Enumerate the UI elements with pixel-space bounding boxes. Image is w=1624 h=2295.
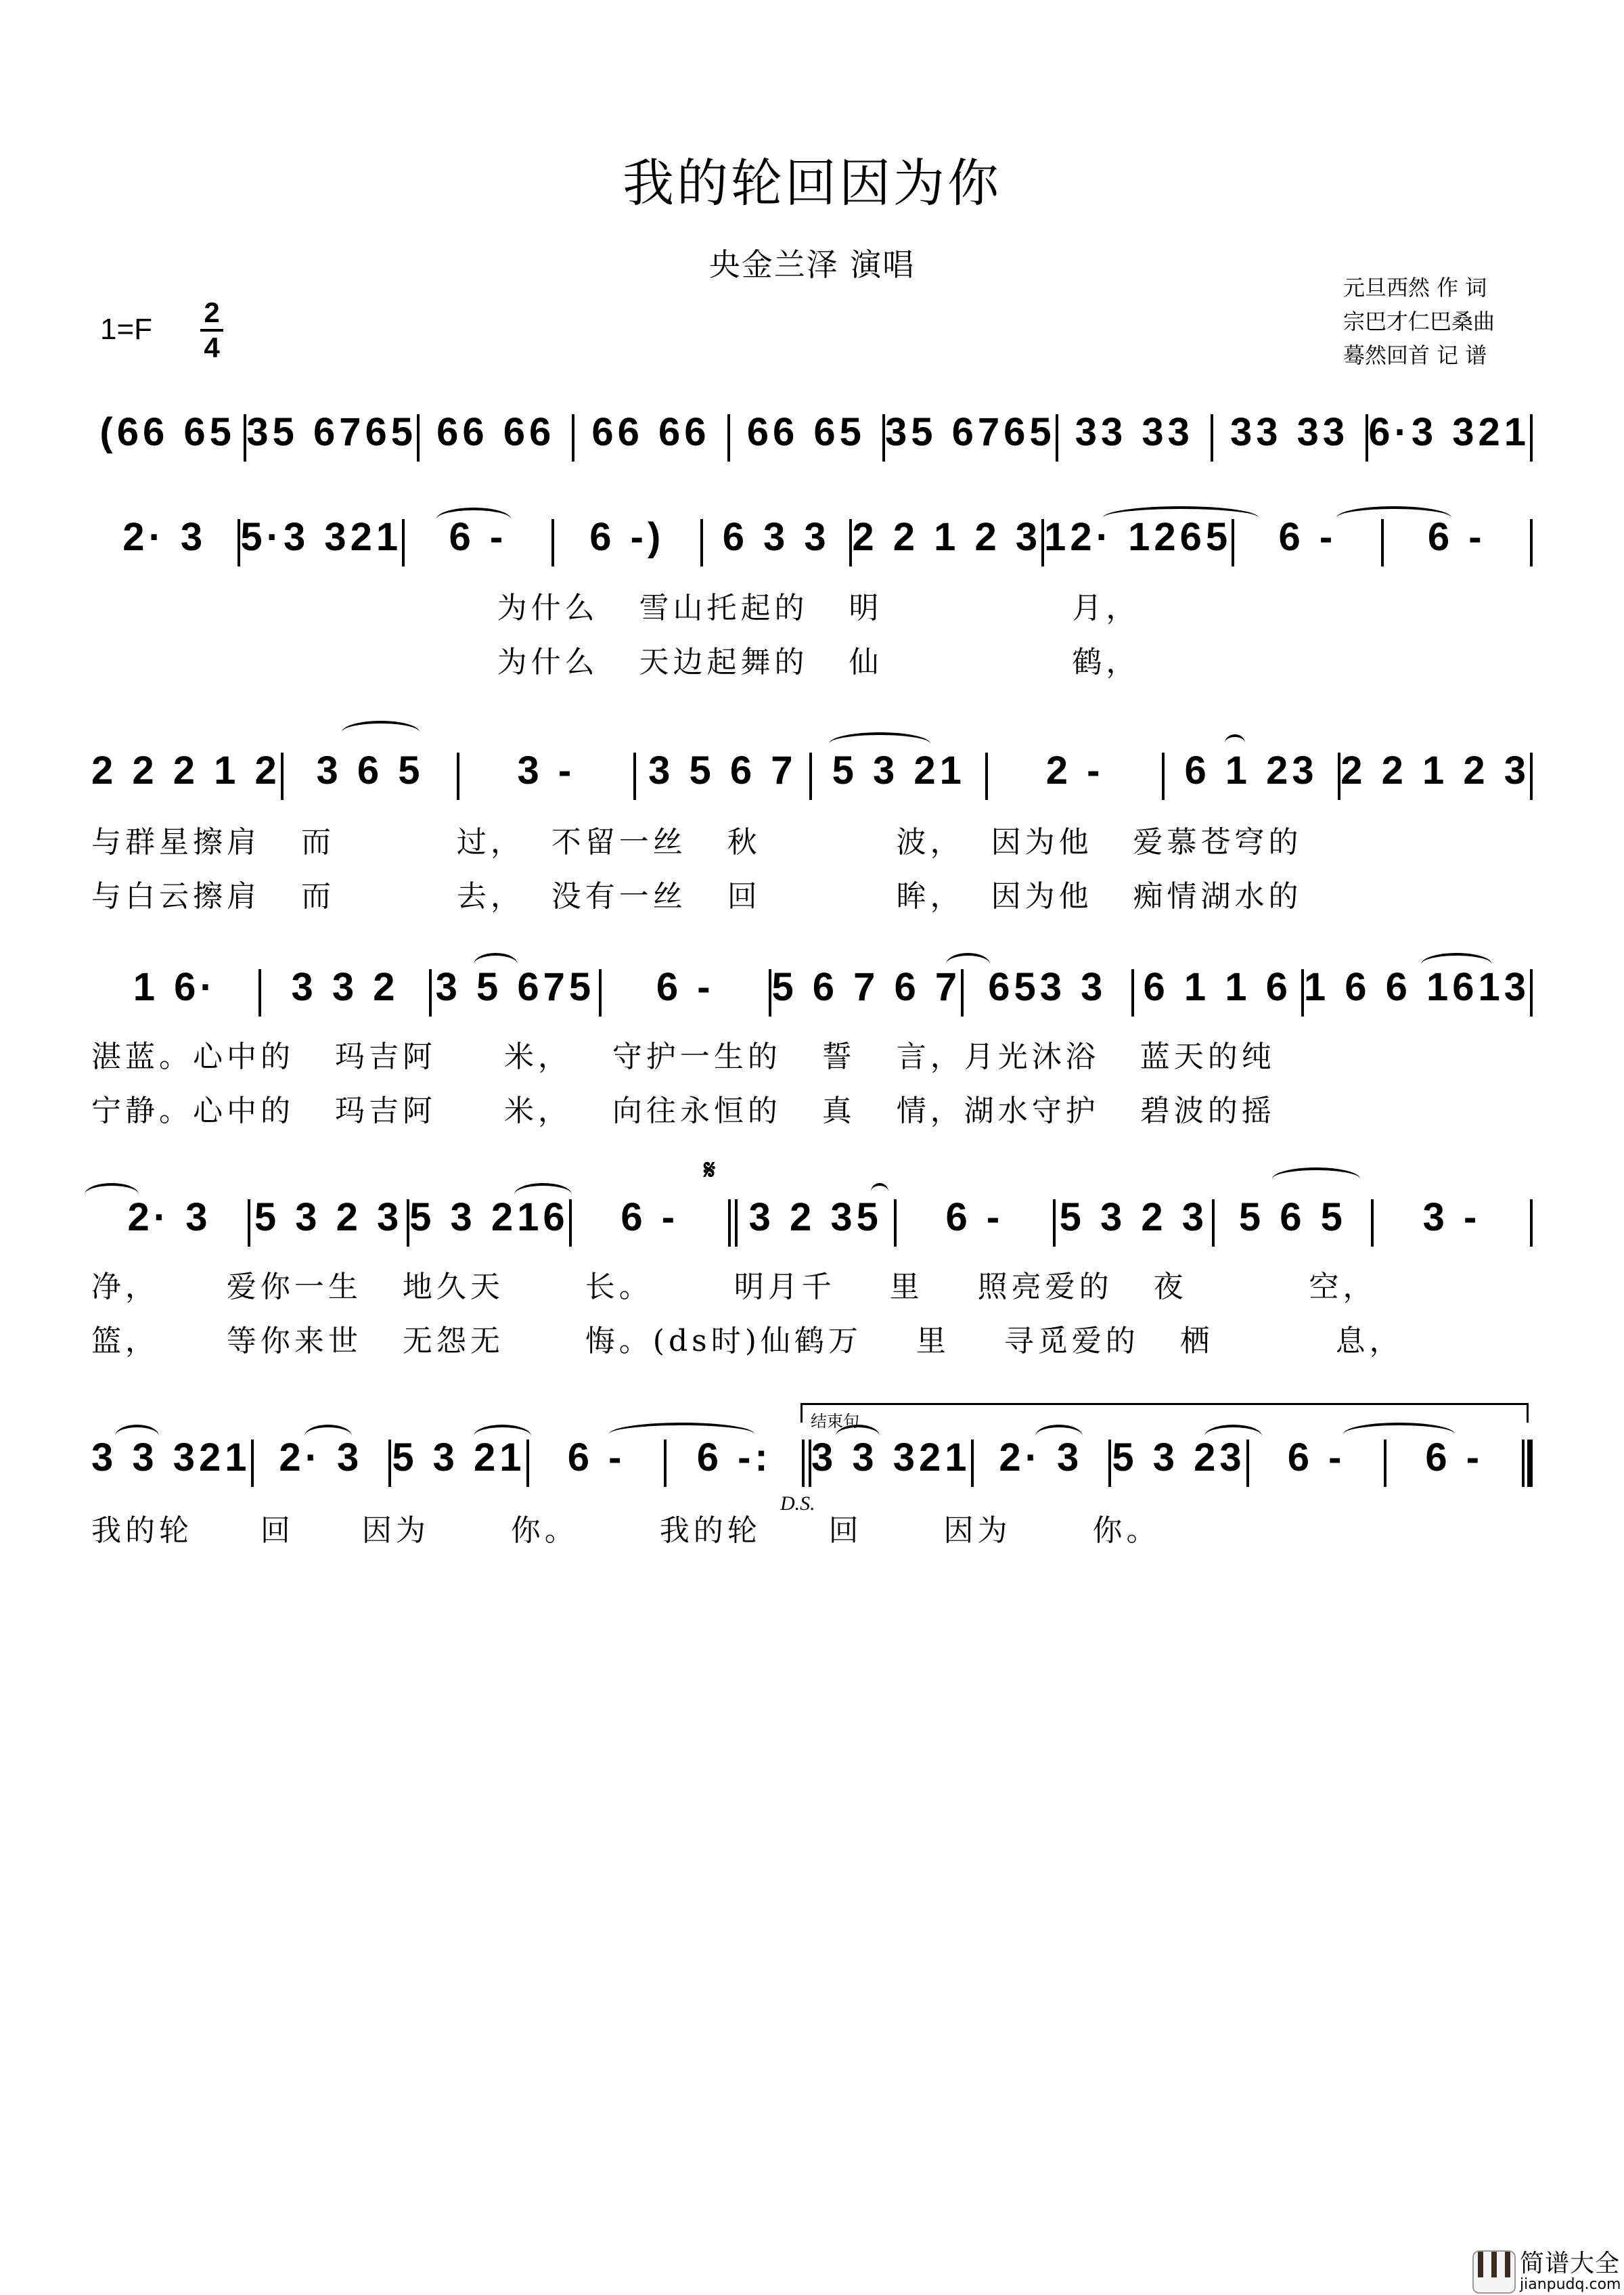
slur (1336, 506, 1451, 529)
slur (514, 1183, 572, 1206)
measure (91, 961, 258, 1019)
notes: 2 2 1 2 3 (852, 515, 1042, 559)
notes: 6 1 23 (1184, 749, 1318, 793)
notes: 33 33 (1075, 410, 1194, 454)
measure (771, 961, 961, 1019)
ending-bracket (800, 1403, 1529, 1431)
notes: 5 6 7 6 7 (771, 965, 962, 1009)
barline (1530, 753, 1533, 800)
lyrics-verse-1: 净， 爱你一生 地久天 长。 明月千 里 照亮爱的 夜 空， (91, 1270, 1377, 1304)
watermark-logo (1472, 2250, 1621, 2294)
lyricist-credit: 元旦西然 作 词 (1343, 275, 1487, 300)
measure (602, 961, 769, 1019)
notes: 3 5 6 7 (648, 749, 797, 793)
watermark-name: 简谱大全 (1520, 2250, 1621, 2277)
lyrics-verse-2: 篮， 等你来世 无怨无 悔。(ds时)仙鹤万 里 寻觅爱的 栖 息， (91, 1324, 1403, 1358)
measure (1213, 406, 1366, 464)
notes: 6 - (1287, 1435, 1346, 1479)
notes: 6 3 3 (722, 515, 830, 559)
measure (703, 511, 849, 569)
slur (836, 1425, 880, 1448)
measure (1304, 961, 1530, 1019)
notes: 33 33 (1230, 410, 1349, 454)
measure (730, 406, 882, 464)
notes: 66 65 (746, 410, 865, 454)
measure (240, 511, 402, 569)
notes: 66 66 (591, 410, 710, 454)
key-signature: 1=F (100, 313, 153, 346)
notes: 1 6 6 1613 (1303, 965, 1531, 1009)
double-barline (728, 1199, 738, 1247)
notes: 5 3 23 (1112, 1435, 1246, 1479)
slur (1272, 1167, 1360, 1190)
measure (1374, 1191, 1530, 1249)
notes: 2· 3 (999, 1435, 1083, 1479)
slur (1204, 1425, 1262, 1448)
dal-segno-marking: D.S. (780, 1492, 815, 1515)
repeat-barline (802, 1440, 811, 1487)
notes: 6 -: (696, 1435, 772, 1479)
notes: 3 2 35 (748, 1195, 882, 1239)
slur (1421, 953, 1492, 976)
slur (609, 1423, 754, 1446)
slur (474, 1425, 531, 1448)
lyrics-verse-1: 为什么 雪山托起的 明 月， (91, 591, 1140, 625)
notes: 6 -) (589, 515, 665, 559)
measure (574, 406, 727, 464)
slur (946, 953, 990, 976)
measure (572, 1191, 728, 1249)
notes: 2· 3 (122, 515, 207, 559)
notes: 5 3 21 (832, 749, 966, 793)
measure (1165, 744, 1338, 803)
measure (284, 744, 457, 803)
measure (250, 1191, 407, 1249)
notes: 6 - (449, 515, 508, 559)
measure (852, 511, 1041, 569)
notes: 6·3 321 (1368, 410, 1530, 454)
notes: 2· 3 (279, 1435, 363, 1479)
transcriber-credit: 蓦然回首 记 谱 (1343, 342, 1487, 368)
score-line-2 (91, 511, 1533, 569)
measure (1368, 406, 1530, 464)
notes: 2 - (1045, 749, 1104, 793)
notes: 66 66 (436, 410, 556, 454)
time-signature (200, 298, 223, 363)
barline (1530, 969, 1533, 1017)
measure (636, 744, 809, 803)
notes: 3 - (517, 749, 576, 793)
measure (1215, 1191, 1371, 1249)
slur (1225, 734, 1245, 752)
notes: 3 5 675 (435, 965, 595, 1009)
notes: 3 6 5 (316, 749, 424, 793)
measure (459, 744, 633, 803)
notes: 1 6· (133, 965, 217, 1009)
slur (85, 1183, 139, 1206)
notes: 6 - (1278, 515, 1337, 559)
measure (988, 744, 1161, 803)
composer-credit: 宗巴才仁巴桑曲 (1343, 309, 1495, 334)
measure (420, 406, 572, 464)
notes: 6 - (1427, 515, 1486, 559)
measure (91, 406, 244, 464)
notes: 6 - (945, 1195, 1004, 1239)
final-barline (1522, 1440, 1533, 1487)
measure (1134, 961, 1301, 1019)
lyrics-verse-2: 为什么 天边起舞的 仙 鹤， (91, 645, 1140, 679)
measure (1058, 406, 1211, 464)
lyrics-verse-1: 与群星擦肩 而 过， 不留一丝 秋 波， 因为他 爱慕苍穹的 (91, 825, 1303, 860)
slur (1103, 506, 1259, 529)
slur (1343, 1423, 1455, 1446)
piano-keys-icon (1472, 2250, 1516, 2294)
measure (1056, 1191, 1212, 1249)
notes: 2 2 2 1 2 (91, 749, 281, 793)
slur (436, 508, 511, 531)
notes: 5 3 216 (409, 1195, 569, 1239)
measure (91, 511, 238, 569)
lyrics-verse-1: 湛蓝。心中的 玛吉阿 米， 守护一生的 誓 言，月光沐浴 蓝天的纯 (91, 1040, 1276, 1074)
notes: 35 6765 (884, 410, 1056, 454)
notes: 6 - (656, 965, 715, 1009)
notes: 6 - (567, 1435, 626, 1479)
credits-block (1343, 271, 1495, 372)
watermark-url: jianpudq.com (1520, 2276, 1621, 2293)
singer-credit: 央金兰泽 演唱 (708, 246, 916, 283)
notes: 3 3 321 (91, 1435, 251, 1479)
notes: 12· 1265 (1044, 515, 1232, 559)
slur (304, 1425, 352, 1448)
slur (829, 732, 930, 755)
slur (342, 721, 420, 744)
notes: 3 - (1422, 1195, 1481, 1239)
measure (261, 961, 428, 1019)
measure (91, 744, 281, 803)
measure (1340, 744, 1530, 803)
notes: 6 - (1425, 1435, 1484, 1479)
notes: 3 3 321 (811, 1435, 971, 1479)
barline (1530, 1199, 1533, 1247)
slur (115, 1425, 159, 1448)
time-signature-top: 2 (204, 296, 220, 328)
notes: 3 3 2 (291, 965, 399, 1009)
lyrics-verse-1: 我的轮 回 因为 你。 我的轮 回 因为 你。 (91, 1513, 1160, 1548)
time-signature-bottom: 4 (204, 332, 220, 363)
song-title: 我的轮回因为你 (623, 153, 1001, 213)
barline (1530, 414, 1533, 462)
notes: 35 6765 (246, 410, 417, 454)
segno-icon: 𝄋 (704, 1154, 716, 1186)
barline (1530, 519, 1533, 566)
ending-label: 结束句 (811, 1412, 859, 1431)
notes: 6 1 1 6 (1143, 965, 1292, 1009)
slur (1035, 1425, 1083, 1448)
notes: 2· 3 (127, 1195, 212, 1239)
score-line-3 (91, 744, 1533, 803)
notes: 5·3 321 (240, 515, 403, 559)
measure (246, 406, 417, 464)
measure (554, 511, 700, 569)
notes: (66 65 (99, 410, 235, 454)
notes: 5 3 21 (392, 1435, 526, 1479)
notes: 653 3 (988, 965, 1107, 1009)
lyrics-verse-2: 与白云擦肩 而 去， 没有一丝 回 眸， 因为他 痴情湖水的 (91, 879, 1303, 914)
measure (897, 1191, 1053, 1249)
score-line-1 (91, 406, 1533, 464)
score-line-4 (91, 961, 1533, 1019)
measure (885, 406, 1056, 464)
slur (474, 953, 518, 976)
notes: 5 6 5 (1238, 1195, 1347, 1239)
lyrics-verse-2: 宁静。心中的 玛吉阿 米， 向往永恒的 真 情，湖水守护 碧波的摇 (91, 1094, 1276, 1128)
notes: 6 - (621, 1195, 679, 1239)
slur (871, 1183, 888, 1201)
notes: 2 2 1 2 3 (1340, 749, 1531, 793)
notes: 5 3 2 3 (254, 1195, 403, 1239)
score-line-5 (91, 1191, 1533, 1249)
notes: 5 3 2 3 (1059, 1195, 1209, 1239)
